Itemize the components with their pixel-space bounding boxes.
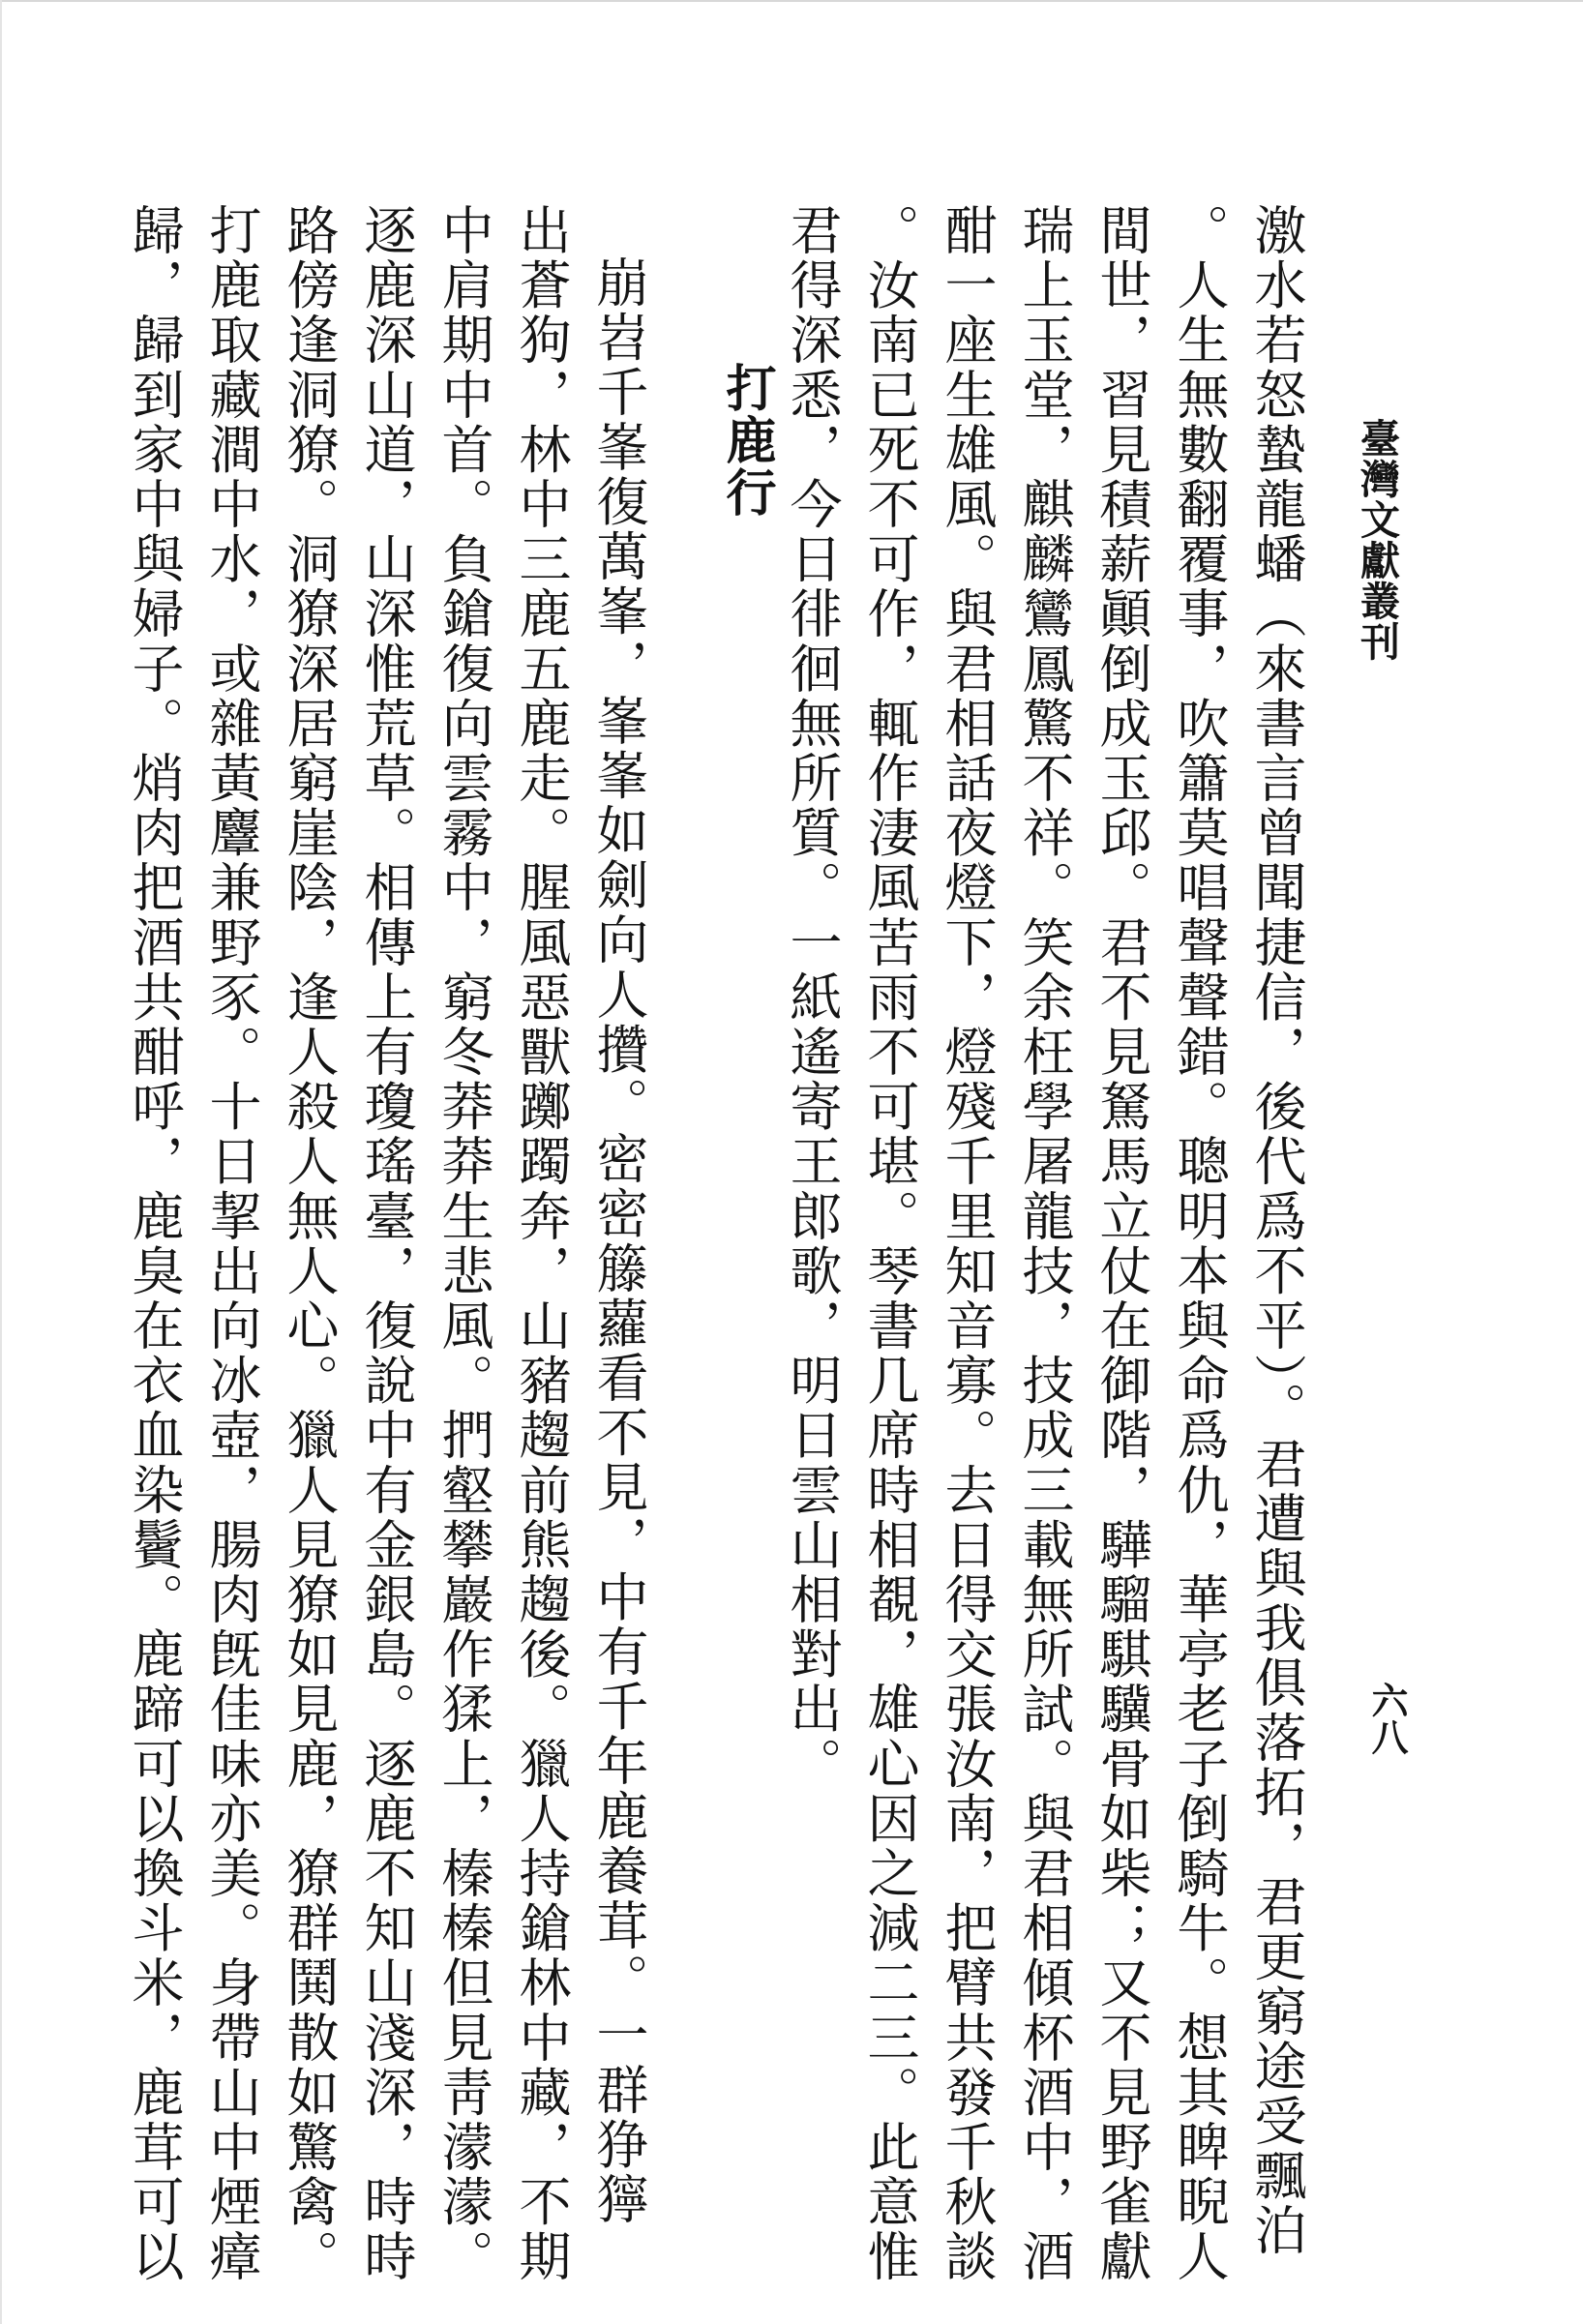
page-number: 六八 — [1365, 1682, 1409, 1755]
running-header-title: 臺灣文獻叢刊 — [1354, 418, 1400, 662]
prev-poem-column-6: 。汝南已死不可作，輒作淒風苦雨不可堪。琴書几席時相覩，雄心因之減二三。此意惟 — [859, 203, 920, 2284]
scan-edge-top — [0, 0, 1583, 2]
poem-column-1: 崩岧千峯復萬峯，峯峯如劍向人攢。密密籐蘿看不見，中有千年鹿養茸。一群狰獰 — [588, 255, 649, 2227]
poem-column-4: 逐鹿深山道，山深惟荒草。相傳上有瓊瑤臺，復說中有金銀島。逐鹿不知山淺深，時時 — [356, 203, 417, 2284]
prev-poem-column-3: 間世，習見積薪顚倒成玉邱。君不見駑馬立仗在御階，驊騮騏驥骨如柴；又不見野雀獻 — [1091, 203, 1152, 2284]
prev-poem-column-4: 瑞上玉堂，麒麟鸞鳳驚不祥。笑余枉學屠龍技，技成三載無所試。與君相傾杯酒中，酒 — [1014, 203, 1075, 2284]
prev-poem-column-7: 君得深悉，今日徘徊無所質。一紙遙寄王郎歌，明日雲山相對出。 — [782, 203, 843, 1792]
poem-column-5: 路傍逢洞獠。洞獠深居窮崖陰，逢人殺人無人心。獵人見獠如見鹿，獠群鬨散如驚禽。 — [279, 203, 340, 2284]
poem-column-6: 打鹿取藏澗中水，或雜黃麞兼野豕。十日挈出向冰壺，腸肉旣佳味亦美。身帶山中煙瘴 — [201, 203, 262, 2284]
poem-title: 打鹿行 — [717, 362, 776, 519]
prev-poem-column-5: 酣一座生雄風。與君相話夜燈下，燈殘千里知音寡。去日得交張汝南，把臂共發千秋談 — [937, 203, 998, 2284]
prev-poem-column-1: 激水若怒蟄龍蟠（來書言曾聞捷信，後代爲不平）。君遭與我俱落拓，君更窮途受飄泊 — [1246, 203, 1307, 2258]
poem-column-2: 出蒼狗，林中三鹿五鹿走。腥風惡獸躑躅奔，山豬趨前熊趨後。獵人持鎗林中藏，不期 — [511, 203, 572, 2284]
poem-column-7: 歸，歸到家中與婦子。焇肉把酒共酣呼，鹿臭在衣血染鬢。鹿蹄可以換斗米，鹿茸可以 — [124, 203, 185, 2284]
scan-edge-left — [0, 0, 2, 2324]
prev-poem-column-2: 。人生無數翻覆事，吹簫莫唱聲聲錯。聰明本與命爲仇，華亭老子倒騎牛。想其睥睨人 — [1169, 203, 1230, 2284]
poem-column-3: 中肩期中首。負鎗復向雲霧中，窮冬莽莽生悲風。捫壑攀巖作猱上，榛榛但見靑濛濛。 — [433, 203, 494, 2284]
